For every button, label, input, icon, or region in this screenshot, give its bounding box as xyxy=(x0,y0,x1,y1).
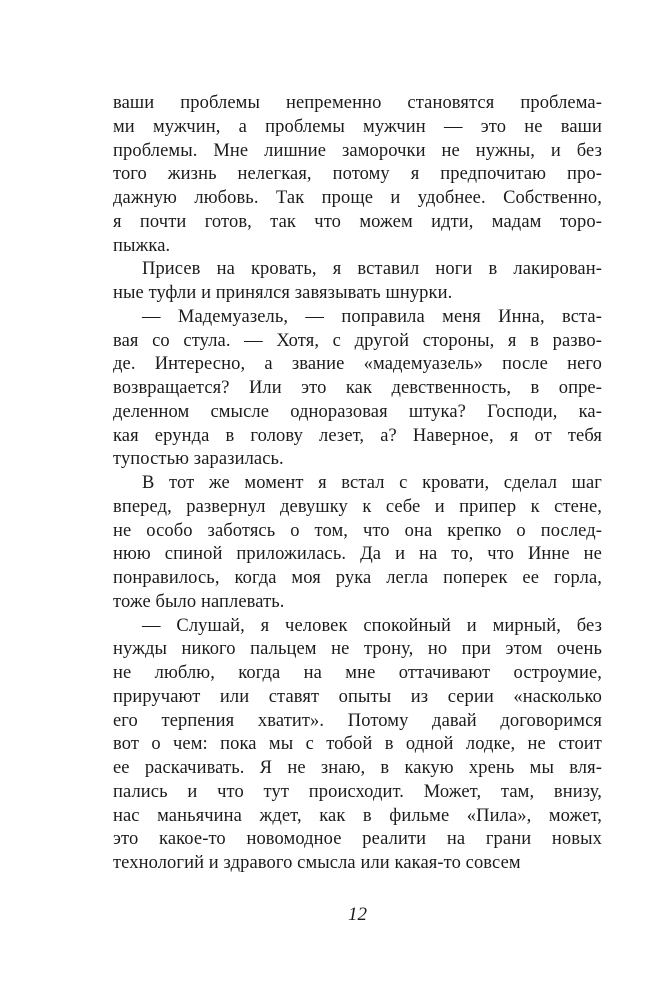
text-line: проблемы. Мне лишние заморочки не нужны, и без xyxy=(113,140,602,161)
text-line: нюю спиной приложилась. Да и на то, что Инне не xyxy=(113,544,602,565)
text-line: не люблю, когда на мне оттачивают остроумие, xyxy=(113,663,602,683)
paragraph xyxy=(113,615,602,876)
text-line: ее раскачивать. Я не знаю, в какую хрень мы вля- xyxy=(113,758,602,778)
text-line: Присев на кровать, я вставил ноги в лакирован- xyxy=(142,259,602,280)
text-line: деленном смысле одноразовая штука? Господи, ка- xyxy=(113,401,602,422)
text-line: вот о чем: пока мы с тобой в одной лодке, не стоит xyxy=(113,734,602,755)
text-line: кая ерунда в голову лезет, а? Наверное, я от тебя xyxy=(113,425,602,446)
paragraph xyxy=(113,92,602,258)
text-line: я почти готов, так что можем идти, мадам торо- xyxy=(113,211,602,232)
text-line: приручают или ставят опыты из серии «насколько xyxy=(113,686,602,707)
text-line: вая со стула. — Хотя, с другой стороны, я в разво- xyxy=(113,330,602,351)
paragraph xyxy=(113,472,602,615)
text-line: того жизнь нелегкая, потому я предпочитаю про- xyxy=(113,164,602,185)
text-line: его терпения хватит». Потому давай договоримся xyxy=(113,710,602,731)
text-line: пыжка. xyxy=(113,235,171,256)
page-number: 12 xyxy=(348,904,367,925)
text-line: возвращается? Или это как девственность, в опре- xyxy=(113,378,602,398)
text-line: тупостью заразилась. xyxy=(113,449,284,470)
text-line: понравилось, когда моя рука легла поперек ее горла, xyxy=(113,568,602,588)
text-block xyxy=(113,92,602,876)
paragraph xyxy=(113,306,602,472)
text-line: пались и что тут происходит. Может, там, внизу, xyxy=(113,781,602,802)
text-line: технологий и здравого смысла или какая-то совсем xyxy=(113,853,521,873)
text-line: нас маньячина ждет, как в фильме «Пила», может, xyxy=(113,805,602,826)
text-line: ные туфли и принялся завязывать шнурки. xyxy=(113,283,453,303)
text-line: тоже было наплевать. xyxy=(113,591,285,612)
text-line: не особо заботясь о том, что она крепко о послед- xyxy=(113,520,602,541)
text-line: дажную любовь. Так проще и удобнее. Собственно, xyxy=(113,188,602,208)
text-line: В тот же момент я встал с кровати, сделал шаг xyxy=(142,473,602,493)
text-line: — Слушай, я человек спокойный и мирный, без xyxy=(142,615,602,636)
text-line: ваши проблемы непременно становятся проблема- xyxy=(113,93,602,113)
text-line: ми мужчин, а проблемы мужчин — это не ваши xyxy=(113,116,602,137)
text-line: нужды никого пальцем не трону, но при этом очень xyxy=(113,639,602,660)
text-line: это какое-то новомодное реалити на грани новых xyxy=(113,829,602,850)
text-line: де. Интересно, а звание «мадемуазель» после него xyxy=(113,354,602,375)
text-line: вперед, развернул девушку к себе и припер к стене, xyxy=(113,496,602,517)
paragraph xyxy=(113,258,602,306)
text-line: — Мадемуазель, — поправила меня Инна, вста- xyxy=(142,306,602,327)
